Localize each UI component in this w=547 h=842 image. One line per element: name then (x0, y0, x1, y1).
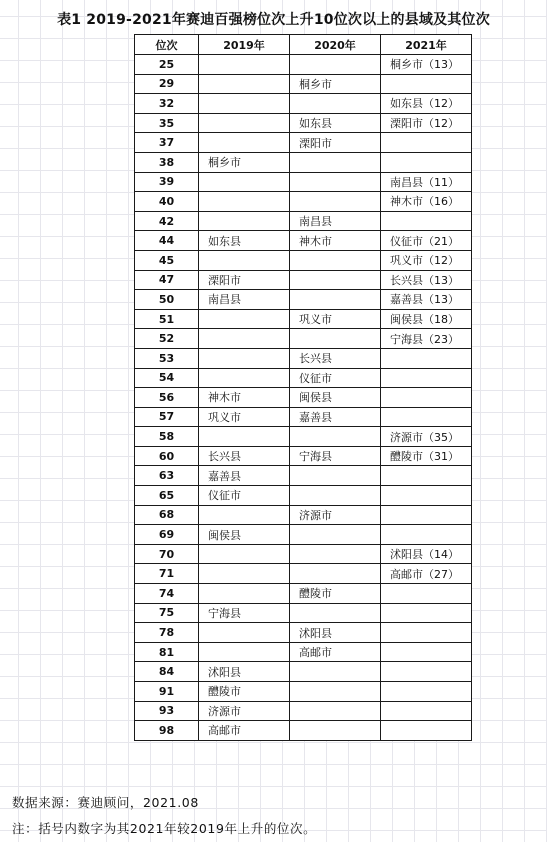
cell-2020 (290, 250, 381, 270)
cell-2019: 如东县 (199, 231, 290, 251)
cell-2020: 巩义市 (290, 309, 381, 329)
cell-2021 (381, 486, 472, 506)
table-row (135, 701, 472, 721)
cell-2019 (199, 55, 290, 75)
rank-cell: 56 (135, 388, 199, 408)
table-row (135, 329, 472, 349)
rank-cell: 69 (135, 525, 199, 545)
cell-2019 (199, 74, 290, 94)
cell-2020: 神木市 (290, 231, 381, 251)
cell-2019 (199, 250, 290, 270)
rank-cell: 68 (135, 505, 199, 525)
rank-cell: 63 (135, 466, 199, 486)
rank-cell: 65 (135, 486, 199, 506)
cell-2019 (199, 133, 290, 153)
cell-2019: 仪征市 (199, 486, 290, 506)
cell-2020 (290, 152, 381, 172)
cell-2021: 闽侯县（18） (381, 309, 472, 329)
rank-cell: 35 (135, 113, 199, 133)
cell-2020: 醴陵市 (290, 584, 381, 604)
header-2020: 2020年 (290, 35, 381, 55)
cell-2020: 宁海县 (290, 446, 381, 466)
cell-2021: 嘉善县（13） (381, 290, 472, 310)
cell-2019 (199, 329, 290, 349)
cell-2021: 济源市（35） (381, 427, 472, 447)
cell-2021 (381, 701, 472, 721)
table-row (135, 94, 472, 114)
cell-2019: 沭阳县 (199, 662, 290, 682)
table-row (135, 446, 472, 466)
rank-cell: 53 (135, 348, 199, 368)
table-row (135, 172, 472, 192)
cell-2020: 嘉善县 (290, 407, 381, 427)
cell-2019 (199, 192, 290, 212)
cell-2020 (290, 544, 381, 564)
table-row (135, 584, 472, 604)
cell-2019 (199, 172, 290, 192)
rank-cell: 60 (135, 446, 199, 466)
table-row (135, 348, 472, 368)
table-row (135, 55, 472, 75)
cell-2019: 闽侯县 (199, 525, 290, 545)
table-row (135, 290, 472, 310)
cell-2020: 仪征市 (290, 368, 381, 388)
rank-cell: 91 (135, 682, 199, 702)
rank-cell: 25 (135, 55, 199, 75)
header-2019: 2019年 (199, 35, 290, 55)
cell-2019: 神木市 (199, 388, 290, 408)
cell-2020 (290, 603, 381, 623)
cell-2021: 桐乡市（13） (381, 55, 472, 75)
rank-cell: 93 (135, 701, 199, 721)
cell-2021 (381, 505, 472, 525)
cell-2021: 巩义市（12） (381, 250, 472, 270)
cell-2020 (290, 486, 381, 506)
table-row (135, 682, 472, 702)
rank-cell: 47 (135, 270, 199, 290)
cell-2019 (199, 427, 290, 447)
cell-2021 (381, 211, 472, 231)
cell-2020 (290, 55, 381, 75)
rank-cell: 51 (135, 309, 199, 329)
cell-2019: 宁海县 (199, 603, 290, 623)
rank-cell: 75 (135, 603, 199, 623)
cell-2021 (381, 368, 472, 388)
cell-2021: 长兴县（13） (381, 270, 472, 290)
table-row (135, 505, 472, 525)
ranking-table (134, 34, 472, 741)
table-row (135, 721, 472, 741)
header-row (135, 35, 472, 55)
cell-2019: 南昌县 (199, 290, 290, 310)
cell-2019 (199, 544, 290, 564)
cell-2020 (290, 466, 381, 486)
cell-2020 (290, 662, 381, 682)
cell-2021 (381, 642, 472, 662)
rank-cell: 29 (135, 74, 199, 94)
cell-2019: 溧阳市 (199, 270, 290, 290)
rank-cell: 38 (135, 152, 199, 172)
cell-2020: 溧阳市 (290, 133, 381, 153)
cell-2021 (381, 348, 472, 368)
rank-cell: 81 (135, 642, 199, 662)
cell-2020 (290, 564, 381, 584)
rank-cell: 78 (135, 623, 199, 643)
cell-2020 (290, 682, 381, 702)
cell-2021 (381, 623, 472, 643)
cell-2019: 高邮市 (199, 721, 290, 741)
source-note: 数据来源：赛迪顾问，2021.08 (12, 795, 199, 810)
cell-2020: 如东县 (290, 113, 381, 133)
cell-2019 (199, 309, 290, 329)
rank-cell: 37 (135, 133, 199, 153)
header-2021: 2021年 (381, 35, 472, 55)
cell-2020 (290, 525, 381, 545)
table-row (135, 525, 472, 545)
cell-2020: 南昌县 (290, 211, 381, 231)
table-row (135, 133, 472, 153)
cell-2019: 济源市 (199, 701, 290, 721)
cell-2020 (290, 270, 381, 290)
cell-2021 (381, 721, 472, 741)
cell-2021 (381, 525, 472, 545)
cell-2021 (381, 133, 472, 153)
cell-2021: 醴陵市（31） (381, 446, 472, 466)
cell-2021 (381, 388, 472, 408)
rank-cell: 32 (135, 94, 199, 114)
rank-cell: 74 (135, 584, 199, 604)
cell-2021 (381, 74, 472, 94)
cell-2020: 长兴县 (290, 348, 381, 368)
table-title: 表1 2019-2021年赛迪百强榜位次上升10位次以上的县域及其位次 (57, 12, 490, 28)
rank-cell: 39 (135, 172, 199, 192)
table-row (135, 152, 472, 172)
rank-cell: 44 (135, 231, 199, 251)
table-row (135, 368, 472, 388)
table-row (135, 662, 472, 682)
cell-2019: 桐乡市 (199, 152, 290, 172)
table-row (135, 388, 472, 408)
table-row (135, 407, 472, 427)
rank-cell: 70 (135, 544, 199, 564)
rank-cell: 42 (135, 211, 199, 231)
cell-2021: 南昌县（11） (381, 172, 472, 192)
cell-2021 (381, 152, 472, 172)
cell-2019 (199, 564, 290, 584)
table-row (135, 270, 472, 290)
cell-2019 (199, 348, 290, 368)
cell-2020 (290, 427, 381, 447)
cell-2021 (381, 407, 472, 427)
cell-2021 (381, 682, 472, 702)
table-row (135, 564, 472, 584)
cell-2019 (199, 623, 290, 643)
cell-2019: 嘉善县 (199, 466, 290, 486)
cell-2020 (290, 172, 381, 192)
cell-2021: 仪征市（21） (381, 231, 472, 251)
cell-2021: 沭阳县（14） (381, 544, 472, 564)
cell-2020 (290, 701, 381, 721)
cell-2020: 济源市 (290, 505, 381, 525)
cell-2021: 如东县（12） (381, 94, 472, 114)
table-row (135, 466, 472, 486)
cell-2019 (199, 113, 290, 133)
table-row (135, 309, 472, 329)
cell-2019: 巩义市 (199, 407, 290, 427)
cell-2019: 长兴县 (199, 446, 290, 466)
cell-2021: 溧阳市（12） (381, 113, 472, 133)
table-row (135, 211, 472, 231)
cell-2020: 闽侯县 (290, 388, 381, 408)
rank-cell: 98 (135, 721, 199, 741)
cell-2020: 桐乡市 (290, 74, 381, 94)
cell-2021 (381, 466, 472, 486)
rank-cell: 84 (135, 662, 199, 682)
rank-cell: 52 (135, 329, 199, 349)
table-row (135, 250, 472, 270)
table-row (135, 192, 472, 212)
rank-cell: 71 (135, 564, 199, 584)
cell-2019 (199, 368, 290, 388)
table-row (135, 113, 472, 133)
rank-cell: 40 (135, 192, 199, 212)
cell-2020 (290, 192, 381, 212)
table-row (135, 231, 472, 251)
cell-2020: 沭阳县 (290, 623, 381, 643)
rank-cell: 45 (135, 250, 199, 270)
cell-2019 (199, 505, 290, 525)
table-row (135, 603, 472, 623)
table-row (135, 544, 472, 564)
cell-2021: 神木市（16） (381, 192, 472, 212)
table-row (135, 486, 472, 506)
cell-2021 (381, 662, 472, 682)
cell-2019 (199, 211, 290, 231)
cell-2021 (381, 603, 472, 623)
header-rank: 位次 (135, 35, 199, 55)
table-row (135, 642, 472, 662)
rank-cell: 54 (135, 368, 199, 388)
cell-2020 (290, 329, 381, 349)
rank-cell: 57 (135, 407, 199, 427)
cell-2019: 醴陵市 (199, 682, 290, 702)
footnote: 注：括号内数字为其2021年较2019年上升的位次。 (12, 821, 317, 836)
cell-2019 (199, 584, 290, 604)
cell-2020 (290, 721, 381, 741)
rank-cell: 58 (135, 427, 199, 447)
rank-cell: 50 (135, 290, 199, 310)
cell-2021: 宁海县（23） (381, 329, 472, 349)
table-row (135, 74, 472, 94)
cell-2020 (290, 290, 381, 310)
cell-2019 (199, 94, 290, 114)
table-row (135, 427, 472, 447)
cell-2021: 高邮市（27） (381, 564, 472, 584)
cell-2021 (381, 584, 472, 604)
cell-2020: 高邮市 (290, 642, 381, 662)
table-row (135, 623, 472, 643)
cell-2019 (199, 642, 290, 662)
cell-2020 (290, 94, 381, 114)
